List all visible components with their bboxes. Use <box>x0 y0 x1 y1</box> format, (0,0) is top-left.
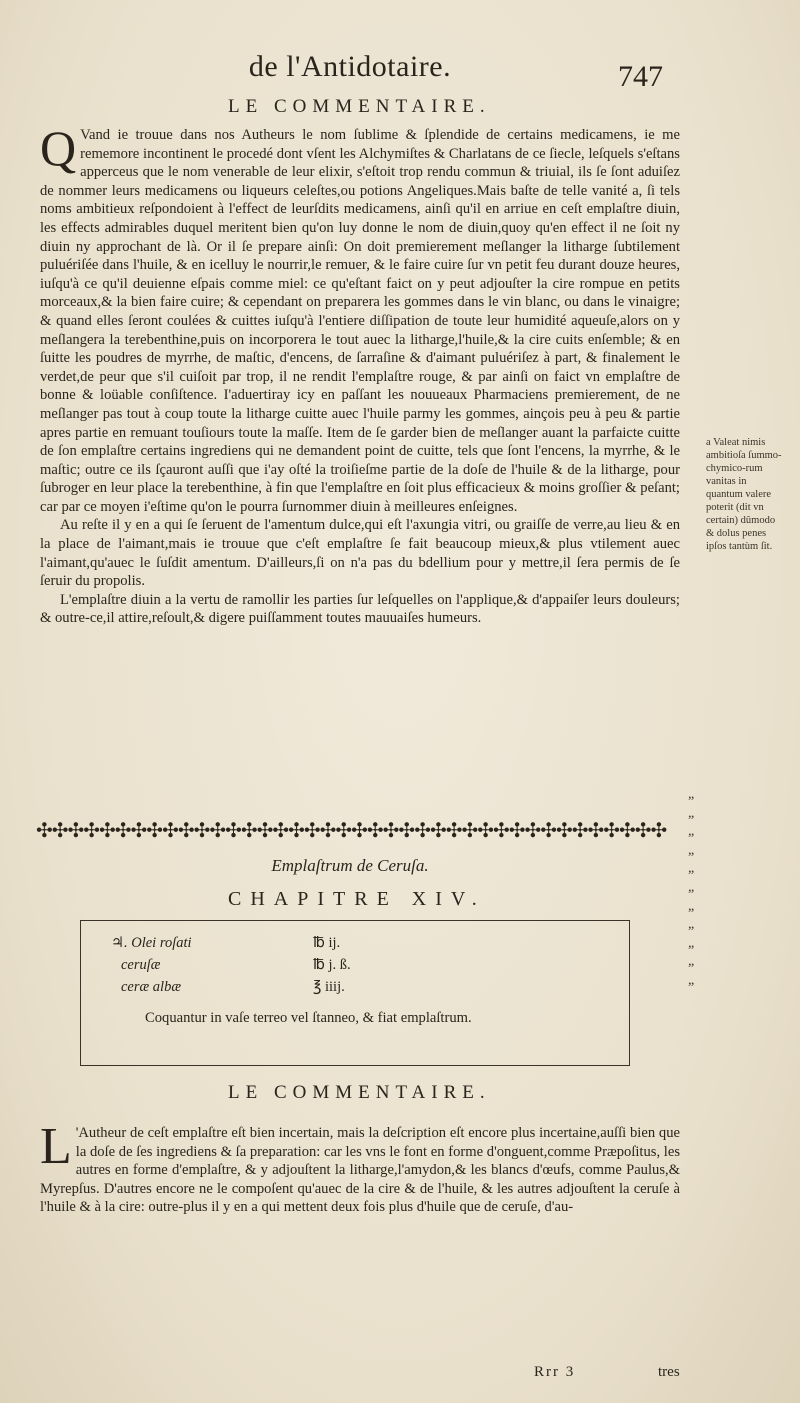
signature-mark: Rrr 3 <box>534 1364 576 1380</box>
ornamental-band: ✣✣✣✣✣✣✣✣✣✣✣✣✣✣✣✣✣✣✣✣✣✣✣✣✣✣✣✣✣✣✣✣✣✣✣✣✣✣✣✣ <box>36 820 667 842</box>
drop-cap: Q <box>40 120 77 176</box>
chapter-heading: CHAPITRE XIV. <box>228 888 486 910</box>
ingredient-name: ceruſæ <box>121 957 161 973</box>
ingredient-quantity: ℥ iiij. <box>313 979 345 995</box>
drop-cap: L <box>40 1118 72 1175</box>
catchword: tres <box>658 1364 680 1380</box>
quote-mark: „ <box>688 805 695 821</box>
quote-mark: „ <box>688 954 695 970</box>
commentary-paragraph-2: Au reſte il y en a qui ſe ſeruent de l'amentum dulce,qui eſt l'axungia vitri, ou graiſſe de verre,au lieu & en la place de l'aimant,mais ie trouue que c'eſt emplaſtre ſe fait beaucoup mieux,& plus vtilement auec l'aimant,qu'auec le ſuſdit amentum. D'ailleurs,ſi on n'a pas du bdellium pour y mettre,il ſera permis de ſe ſeruir du propolis. <box>40 517 680 590</box>
commentary-paragraph-1: Vand ie trouue dans nos Autheurs le nom ſublime & ſplendide de certains medicamens, ie me rememore incontinent le procedé dont vſent les Alchymiſtes & Charlatans de ce ſiecle, leſquels s'eſtans apperceus que le nom venerable de leur elixir, s'eſtoit trop rendu commun & triuial, ils ſe ſont aduiſez de nommer leurs medicamens ou liqueurs celeſtes,ou potions Angeliques.Mais baſte de telle vanité a, ſi tels noms ambitieux reſpondoient à l'effect de leurſdits medicamens, ainſi qu'il en arriue en ceſt emplaſtre diuin, les effects admirables duquel meritent bien qu'on luy donne le nom de diuin,quoy qu'en effect il ne ſoit ny diuin ny approchant de là. Or il ſe prepare ainſi: On doit premierement meſlanger la litharge ſubtilement puluériſée dans l'huile, & en icelluy le nourrir,le remuer, & le faire cuire ſur vn petit feu durant douze heures, iuſqu'à ce qu'il deuienne eſpais comme miel: ce qu'eſtant faict on y peut adjouſter la cire rompue en petits morceaux,& la bien faire cuire; & cependant on preparera les gommes dans le vin blanc, ou dans le vinaigre; & quand elles ſeront coulées & cuittes iuſqu'à l'entiere diſſipation de toute leur humidité aqueuſe,alors on y meſlangera la terebenthine,puis on incorporera le tout auec la litharge,l'huile,& la cire cuits enſemble; & en ſuitte les poudres de myrrhe, de maſtic, d'encens, de ſarraſine & d'aimant puluériſez à part, & finalement le verdet,de peur que s'il cuiſoit par trop, il ne rendit l'emplaſtre rouge, & par ainſi on faict vn emplaſtre de bonne & loüable conſiſtence. I'aduertiray icy en paſſant les nouueaux Pharmaciens premierement, de ne meſlanger pas tout à coup toute la litharge cuitte auec l'huile parmy les gommes, ainçois peu à peu & partie apres partie en remuant touſiours toute la maſſe. Item de ſe garder bien de meſlanger auant la parfaicte cuitte de ſon emplaſtre certains ingrediens qui ne demandent point de cuitte, tels que ſont l'encens, la myrrhe, & le maſtic; outre ce ils ſçauront auſſi que i'ay oſté la troiſieſme partie de la doſe de l'huile & de la litharge, pour ſubroger en leur place la terebenthine, à fin que l'emplaſtre en ſoit plus efficacieux & moins groſſier & peſant; car par ce moyen i'eſtime qu'on le pourra ſurnommer diuin à meilleures enſeignes. <box>40 127 680 515</box>
commentary-body-2 <box>40 1118 680 1217</box>
running-title: de l'Antidotaire. <box>248 50 452 83</box>
commentary-paragraph-3: L'emplaſtre diuin a la vertu de ramollir les parties ſur leſquelles on l'applique,& d'appaiſer leurs douleurs; & outre-ce,il attire,reſoult,& digere puiſſamment toutes mauuaiſes humeurs. <box>40 591 680 627</box>
commentary2-paragraph: 'Autheur de ceſt emplaſtre eſt bien incertain, mais la deſcription eſt encore plus incertaine,auſſi bien que la doſe de ſes ingrediens & ſa preparation: car les vns le font en forme d'onguent,comme Præpoſitus, les autres en forme d'emplaſtre, & y adjouſtent la litharge,l'amydon,& les blancs d'œufs, comme Paulus,& Myrepſus. D'autres encore ne le compoſent qu'auec de la cire & de l'huile, & les autres adjouſtent la ceruſe à l'huile & à la cire: outre-plus il y en a qui mettent deux fois plus d'huile que de ceruſe, d'au- <box>40 1125 680 1216</box>
page-number: 747 <box>618 60 663 93</box>
quote-mark: „ <box>688 898 695 914</box>
commentary-body <box>40 120 680 628</box>
section-heading: LE COMMENTAIRE. <box>228 96 491 117</box>
quote-mark: „ <box>688 787 695 802</box>
quote-mark: „ <box>688 842 695 858</box>
ingredient-name: ceræ albæ <box>121 979 182 995</box>
quote-mark: „ <box>688 861 695 877</box>
ingredient-quantity: ℔ j. ß. <box>313 957 351 973</box>
quote-mark: „ <box>688 879 695 895</box>
quotation-marks <box>688 786 708 991</box>
section-heading-2: LE COMMENTAIRE. <box>228 1082 491 1103</box>
marginal-note: a Valeat nimis ambitioſa ſummo-chymico-rum vanitas in quantum valere poterit (dit vn certain) dûmodo & dolus penes ipſos tantùm ſit. <box>706 437 782 552</box>
recipe-box <box>80 920 630 1066</box>
ingredient-name: ♃. Olei roſati <box>111 935 192 951</box>
quote-mark: „ <box>688 972 695 988</box>
quote-mark: „ <box>688 824 695 840</box>
quote-mark: „ <box>688 935 695 951</box>
quote-mark: „ <box>688 917 695 933</box>
ingredient-quantity: ℔ ij. <box>313 935 341 951</box>
recipe-title: Emplaſtrum de Ceruſa. <box>271 856 429 875</box>
recipe-instruction: Coquantur in vaſe terreo vel ſtanneo, & fiat emplaſtrum. <box>145 1010 472 1026</box>
